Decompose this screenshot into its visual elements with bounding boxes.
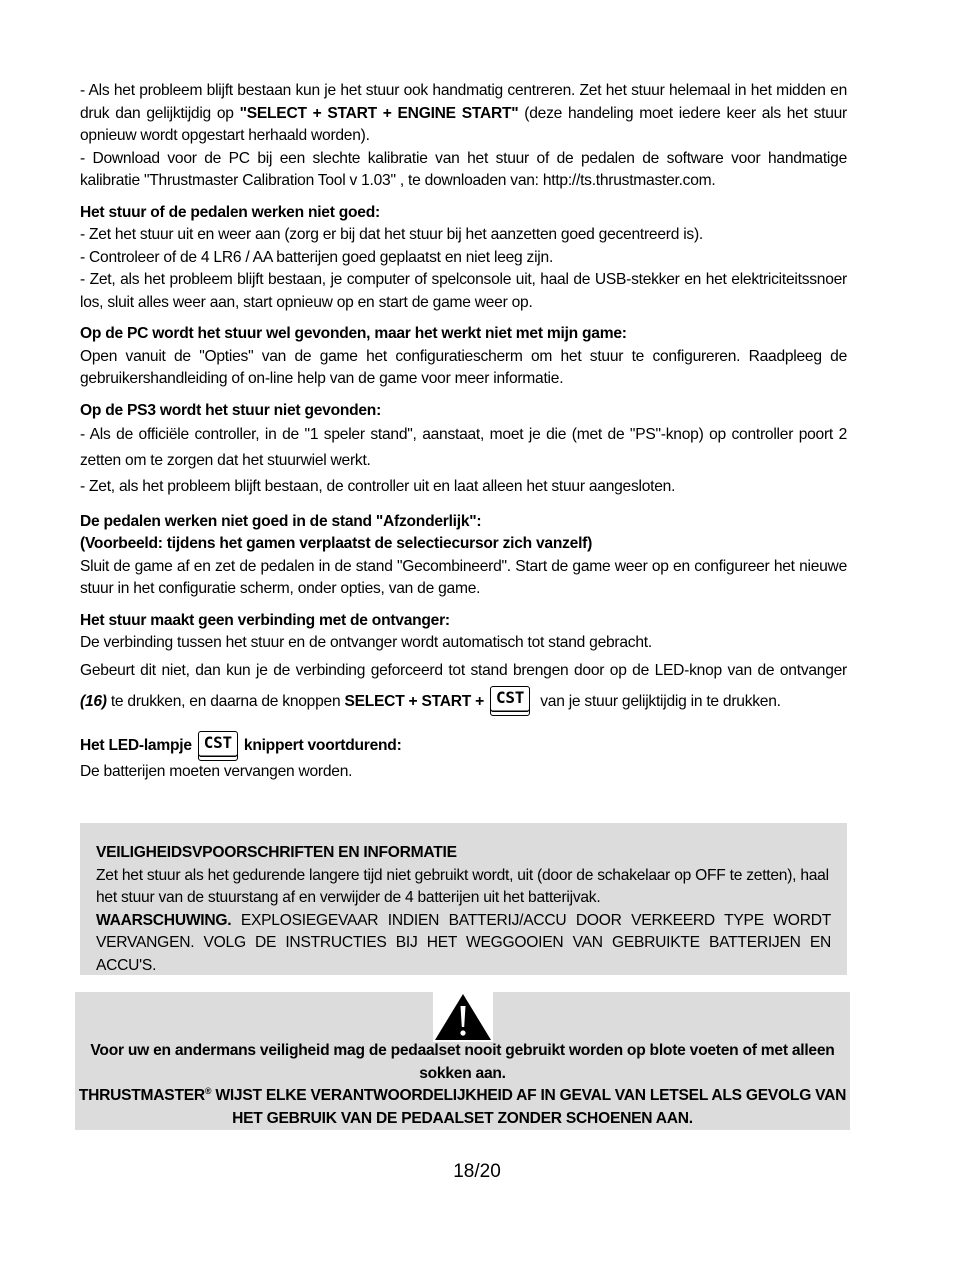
connection-text-1: De verbinding tussen het stuur en de ontvanger wordt automatisch tot stand gebracht.: [80, 634, 652, 651]
led-text: De batterijen moeten vervangen worden.: [80, 762, 353, 780]
warning-triangle-icon: [433, 992, 493, 1042]
section-subheading-pedals-example: (Voorbeeld: tijdens het gamen verplaatst de selectiecursor zich vanzelf): [80, 535, 593, 552]
wheel-fix-1: - Zet het stuur uit en weer aan (zorg er bij dat het stuur bij het aanzetten goed gecentreerd is).: [80, 226, 704, 243]
ps3-fix-1: - Als de officiële controller, in de "1 speler stand", aanstaat, moet je die (met de "PS"-knop) op controller poort 2 zetten om te zorgen dat het stuurwiel werkt.: [80, 426, 847, 469]
page-body: [80, 80, 847, 783]
section-heading-connection: Het stuur maakt geen verbinding met de ontvanger:: [80, 611, 450, 629]
part-reference: (16): [80, 692, 107, 710]
cst-led-icon: CST: [198, 731, 238, 761]
caution-text-1: Voor uw en andermans veiligheid mag de pedaalset nooit gebruikt worden op blote voeten of met alleen sokken aan.: [90, 1042, 835, 1082]
section-heading-ps3: Op de PS3 wordt het stuur niet gevonden:: [80, 401, 382, 419]
button-combo: "SELECT + START + ENGINE START": [239, 104, 519, 122]
ps3-fix-2: - Zet, als het probleem blijft bestaan, de controller uit en laat alleen het stuur aangesloten.: [80, 478, 676, 495]
battery-warning: WAARSCHUWING. EXPLOSIEGEVAAR INDIEN BATTERIJ/ACCU DOOR VERKEERD TYPE WORDT VERVANGEN. VOLG DE INSTRUCTIES BIJ HET WEGGOOIEN VAN GEBRUIKTE BATTERIJEN EN ACCU'S.: [96, 911, 831, 974]
caution-text-2: THRUSTMASTER® WIJST ELKE VERANTWOORDELIJKHEID AF IN GEVAL VAN LETSEL ALS GEVOLG VAN HET GEBRUIK VAN DE PEDAALSET ZONDER SCHOENEN AAN.: [78, 1085, 847, 1127]
safety-info-box: [80, 823, 847, 975]
section-heading-wheel-not-working: Het stuur of de pedalen werken niet goed:: [80, 203, 380, 221]
section-heading-led: Het LED-lampje CST knippert voortdurend:: [80, 731, 847, 761]
safety-heading: VEILIGHEIDSVPOORSCHRIFTEN EN INFORMATIE: [96, 844, 457, 861]
calibration-paragraph-2: - Download voor de PC bij een slechte kalibratie van het stuur of de pedalen de software voor handmatige kalibratie "Thrustmaster Calibration Tool v 1.03" , te downloaden van: http://ts.thrustmaster.com.: [80, 149, 847, 189]
calibration-paragraph-1: - Als het probleem blijft bestaan kun je het stuur ook handmatig centreren. Zet het stuur helemaal in het midden en druk dan gelijktijdig op "SELECT + START + ENGINE START" (deze handeling moet iedere keer als het stuur opnieuw wordt opgestart herhaald worden).: [80, 82, 847, 144]
cst-button-icon: CST: [490, 686, 530, 716]
pc-game-text: Open vanuit de "Opties" van de game het configuratiescherm om het stuur te configureren. Raadpleeg de gebruikershandleiding of on-line help van de game voor meer informatie.: [80, 347, 847, 387]
section-heading-pedals: De pedalen werken niet goed in de stand "Afzonderlijk":: [80, 512, 482, 530]
safety-text: Zet het stuur als het gedurende langere tijd niet gebruikt wordt, uit (door de schakelaar op OFF te zetten), haal het stuur van de stuurstang af en verwijder de 4 batterijen uit het batterijvak.: [96, 866, 829, 907]
wheel-fix-2: - Controleer of de 4 LR6 / AA batterijen goed geplaatst en niet leeg zijn.: [80, 248, 554, 266]
connection-text-2: Gebeurt dit niet, dan kun je de verbinding geforceerd tot stand brengen door op de LED-knop van de ontvanger (16) te drukken, en daarna de knoppen SELECT + START + CST van je stuur gelijktijdig in te drukken.: [80, 655, 847, 717]
section-heading-pc-game: Op de PC wordt het stuur wel gevonden, maar het werkt niet met mijn game:: [80, 325, 627, 342]
page-number: 18/20: [453, 1161, 501, 1182]
pedals-text: Sluit de game af en zet de pedalen in de stand "Gecombineerd". Start de game weer op en configureer het nieuwe stuur in het configuratie scherm, onder opties, van de game.: [80, 557, 847, 597]
wheel-fix-3: - Zet, als het probleem blijft bestaan, je computer of spelconsole uit, haal de USB-stekker en het elektriciteitssnoer los, sluit alles weer aan, start opnieuw op en start de game weer op.: [80, 271, 847, 311]
